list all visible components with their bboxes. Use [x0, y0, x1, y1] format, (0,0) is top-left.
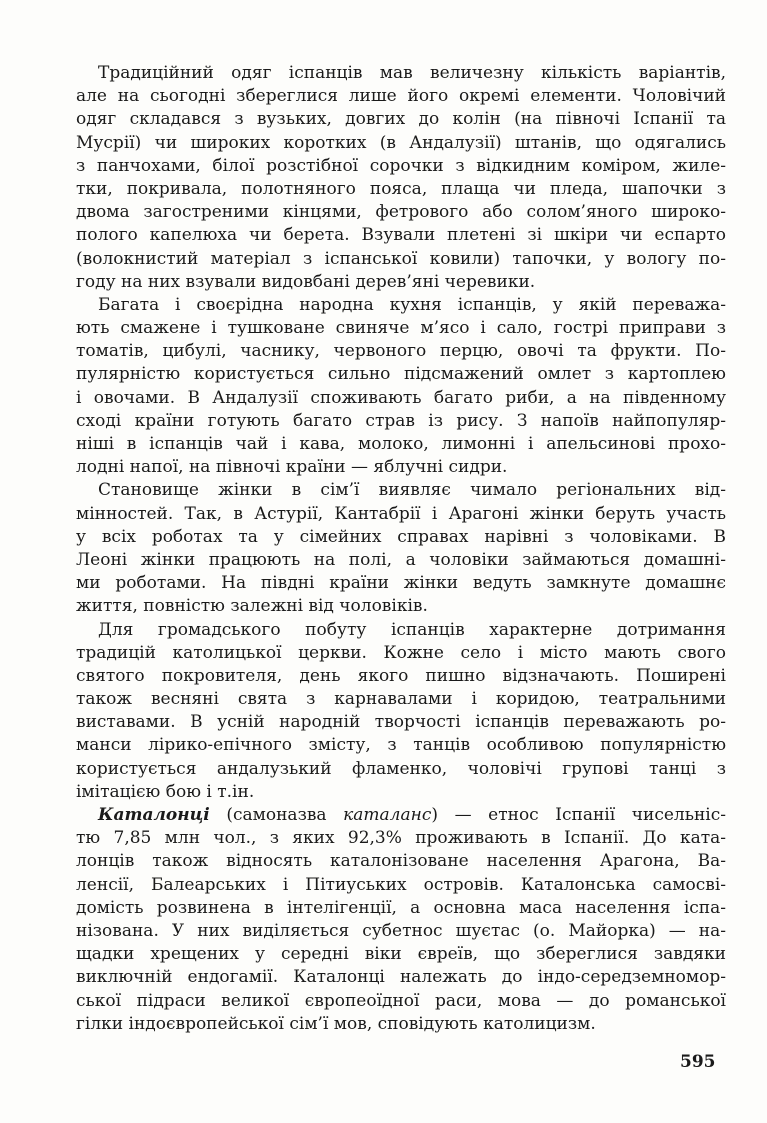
text-line: тки, покривала, полотняного пояса, плаща чи пледа, шапочки з	[76, 178, 726, 199]
body-text	[76, 62, 726, 1036]
text-line: але на сьогодні збереглися лише його окремі елементи. Чоловічий	[76, 86, 726, 107]
text-line: Багата і своєрідна народна кухня іспанців, у якій переважа-	[98, 294, 726, 315]
text-line: життя, повністю залежні від чоловіків.	[76, 596, 428, 617]
text-line: Традиційний одяг іспанців мав величезну кількість варіантів,	[98, 63, 726, 83]
text-line: користується андалузький фламенко, чоловічі групові танці з	[76, 758, 726, 779]
text-line: пулярністю користується сильно підсмажений омлет з картоплею	[76, 364, 726, 385]
text-line: Мусрії) чи широких коротких (в Андалузії) штанів, що одягались	[76, 132, 726, 153]
text-line: лонців також відносять каталонізоване населення Арагона, Ва-	[76, 851, 726, 872]
text-line: томатів, цибулі, часнику, червоного перцю, овочі та фрукти. По-	[76, 341, 726, 362]
text-fragment: ) — етнос Іспанії чисельніс-	[431, 805, 726, 825]
text-line: мінностей. Так, в Астурії, Кантабрії і Арагоні жінки беруть участь	[76, 503, 726, 524]
text-line: ленсії, Балеарських і Пітиуських островів. Каталонська самосві-	[76, 874, 726, 895]
text-line: одяг складався з вузьких, довгих до колін (на півночі Іспанії та	[76, 109, 726, 130]
text-line: також весняні свята з карнавалами і коридою, театральними	[76, 689, 726, 710]
text-line-first	[76, 804, 726, 827]
text-line: тю 7,85 млн чол., з яких 92,3% проживають в Іспанії. До ката-	[76, 828, 726, 849]
paragraph-women-status	[76, 479, 726, 618]
text-line: Для громадського побуту іспанців характерне дотримання	[98, 619, 726, 640]
text-line: імітацією бою і т.ін.	[76, 781, 255, 802]
paragraph-cuisine	[76, 294, 726, 480]
text-line: лодні напої, на півночі країни — яблучні сидри.	[76, 457, 508, 478]
page-number: 595	[680, 1052, 716, 1072]
text-line: традицій католицької церкви. Кожне село і місто мають свого	[76, 642, 726, 663]
term-catalans: Каталонці	[98, 805, 210, 825]
text-line: щадки хрещених у середні віки євреїв, що збереглися завдяки	[76, 944, 726, 965]
text-line: домість розвинена в інтелігенції, а основна маса населення іспа-	[76, 897, 726, 918]
text-line: Становище жінки в сім’ї виявляє чимало регіональних від-	[98, 480, 726, 501]
text-line: виставами. В усній народній творчості іспанців переважають ро-	[76, 712, 726, 733]
text-line: двома загостреними кінцями, фетрового або солом’яного широко-	[76, 202, 726, 223]
paragraph-traditional-clothing	[76, 62, 726, 294]
text-line: Леоні жінки працюють на полі, а чоловіки займаються домашні-	[76, 549, 726, 570]
text-line: нізована. У них виділяється субетнос шуєтас (о. Майорка) — на-	[76, 920, 726, 941]
term-self-name: каталанс	[343, 805, 432, 825]
text-line: і овочами. В Андалузії споживають багато риби, а на південному	[76, 387, 726, 408]
text-line: виключній ендогамії. Каталонці належать до індо-середземномор-	[76, 967, 726, 988]
text-line: ської підраси великої європеоїдної раси, мова — до романської	[76, 990, 726, 1011]
text-line: з панчохами, білої розстібної сорочки з відкидним коміром, жиле-	[76, 155, 726, 176]
text-line: манси лірико-епічного змісту, з танців особливою популярністю	[76, 735, 726, 756]
text-line: году на них взували видовбані дерев’яні черевики.	[76, 271, 536, 292]
text-line: (волокнистий матеріал з іспанської ковили) тапочки, у вологу по-	[76, 248, 726, 269]
text-fragment: (самоназва	[209, 805, 344, 825]
text-line: ми роботами. На півдні країни жінки ведуть замкнуте домашнє	[76, 573, 726, 594]
paragraph-public-life	[76, 619, 726, 805]
text-line: ють смажене і тушковане свиняче м’ясо і сало, гострі приправи з	[76, 318, 726, 339]
text-line: у всіх роботах та у сімейних справах нарівні з чоловіками. В	[76, 526, 726, 547]
paragraph-catalans	[76, 804, 726, 1036]
text-line: святого покровителя, день якого пишно відзначають. Поширені	[76, 665, 726, 686]
text-line: ніші в іспанців чай і кава, молоко, лимонні і апельсинові прохо-	[76, 434, 726, 454]
text-line: полого капелюха чи берета. Взували плетені зі шкіри чи еспарто	[76, 225, 726, 246]
text-line: сході країни готують багато страв із рису. З напоїв найпопуляр-	[76, 410, 726, 431]
text-line: гілки індоєвропейської сім’ї мов, сповідують католицизм.	[76, 1013, 596, 1034]
